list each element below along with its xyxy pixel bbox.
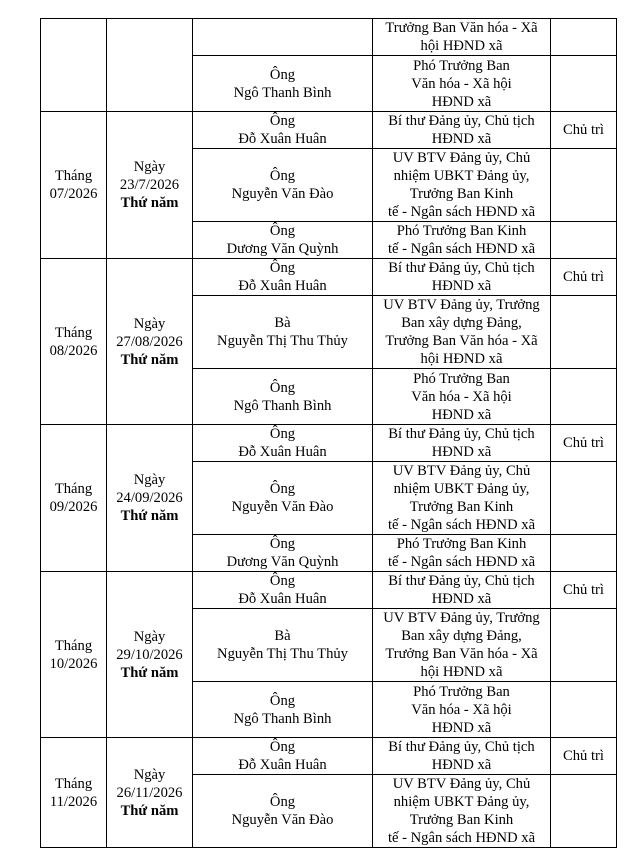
text-line: Nguyễn Thị Thu Thủy xyxy=(217,333,348,349)
role-cell xyxy=(551,462,617,535)
text-line: UV BTV Đảng ủy, Trưởng xyxy=(383,297,540,313)
weekday-label: Thứ năm xyxy=(120,802,179,819)
text-line: Ngày xyxy=(133,766,166,783)
role-cell xyxy=(551,682,617,738)
role-cell xyxy=(551,19,617,56)
text-line: Phó Trưởng Ban Kinh xyxy=(396,223,527,239)
attendee-name-cell xyxy=(193,535,373,572)
text-line: UV BTV Đảng ủy, Chủ xyxy=(392,150,531,166)
text-line: Ông xyxy=(269,223,296,239)
text-line: Dương Văn Quỳnh xyxy=(226,241,339,257)
role-label: Chủ trì xyxy=(563,435,604,451)
text-line: Văn hóa - Xã hội xyxy=(411,75,512,92)
text-line: 23/7/2026 xyxy=(119,177,180,193)
text-line: 27/08/2026 xyxy=(116,333,183,350)
text-line: Bí thư Đảng ủy, Chủ tịch xyxy=(388,426,535,442)
attendee-name-cell xyxy=(193,149,373,222)
position-cell xyxy=(373,369,551,425)
attendee-name-cell xyxy=(193,572,373,609)
text-line: Ngày xyxy=(133,315,166,332)
text-line: Trưởng Ban Văn hóa - Xã xyxy=(385,646,538,662)
text-line: Tháng xyxy=(54,324,93,341)
weekday-label: Thứ năm xyxy=(120,508,179,524)
text-line: Ông xyxy=(269,379,296,396)
attendee-name-cell xyxy=(193,775,373,848)
position-cell xyxy=(373,609,551,682)
position-cell xyxy=(373,425,551,462)
month-cell xyxy=(41,19,107,112)
text-line: Ông xyxy=(269,426,296,442)
date-cell xyxy=(107,19,193,112)
text-line: Trưởng Ban Văn hóa - Xã xyxy=(385,20,538,36)
text-line: Tháng xyxy=(54,168,93,184)
attendee-name-cell xyxy=(193,369,373,425)
text-line: Trưởng Ban Kinh xyxy=(409,186,514,202)
text-line: nhiệm UBKT Đảng ủy, xyxy=(393,168,530,184)
attendee-name-cell xyxy=(193,296,373,369)
text-line: hội HĐND xã xyxy=(420,664,503,680)
text-line: HĐND xã xyxy=(431,444,492,460)
text-line: HĐND xã xyxy=(431,406,492,423)
text-line: Bí thư Đảng ủy, Chủ tịch xyxy=(388,739,535,755)
position-cell xyxy=(373,56,551,112)
position-cell xyxy=(373,462,551,535)
attendee-name-cell xyxy=(193,19,373,56)
text-line: Bí thư Đảng ủy, Chủ tịch xyxy=(388,113,535,129)
role-label: Chủ trì xyxy=(563,269,604,285)
text-line: tế - Ngân sách HĐND xã xyxy=(387,204,536,220)
text-line: Ông xyxy=(269,66,296,83)
role-cell xyxy=(551,149,617,222)
text-line: Phó Trưởng Ban Kinh xyxy=(396,536,527,552)
text-line: UV BTV Đảng ủy, Trưởng xyxy=(383,610,540,626)
weekday-label: Thứ năm xyxy=(120,664,179,681)
role-cell xyxy=(551,112,617,149)
text-line: Bí thư Đảng ủy, Chủ tịch xyxy=(388,260,535,276)
text-line: Ông xyxy=(269,739,296,755)
role-cell xyxy=(551,738,617,775)
text-line: tế - Ngân sách HĐND xã xyxy=(387,517,536,533)
text-line: Bà xyxy=(274,315,291,331)
text-line: Nguyễn Văn Đào xyxy=(231,499,334,515)
position-cell xyxy=(373,296,551,369)
weekday-label: Thứ năm xyxy=(120,351,179,368)
text-line: Ngày xyxy=(133,472,166,488)
role-label: Chủ trì xyxy=(563,748,604,764)
role-cell xyxy=(551,425,617,462)
text-line: Phó Trưởng Ban xyxy=(413,683,510,700)
table-row xyxy=(41,425,617,462)
text-line: HĐND xã xyxy=(431,131,492,147)
role-cell xyxy=(551,535,617,572)
role-label: Chủ trì xyxy=(563,122,604,138)
text-line: Bà xyxy=(274,628,291,644)
text-line: Ban xây dựng Đảng, xyxy=(401,315,522,331)
month-cell xyxy=(41,738,107,848)
table-row xyxy=(41,572,617,609)
position-cell xyxy=(373,19,551,56)
text-line: Ngày xyxy=(133,159,166,175)
text-line: Trưởng Ban Văn hóa - Xã xyxy=(385,333,538,349)
text-line: Ban xây dựng Đảng, xyxy=(401,628,522,644)
month-cell xyxy=(41,425,107,572)
month-cell xyxy=(41,572,107,738)
text-line: Ông xyxy=(269,692,296,709)
text-line: nhiệm UBKT Đảng ủy, xyxy=(393,481,530,497)
text-line: Ông xyxy=(269,260,296,276)
text-line: hội HĐND xã xyxy=(420,38,503,54)
month-cell xyxy=(41,112,107,259)
role-cell xyxy=(551,296,617,369)
text-line: 26/11/2026 xyxy=(116,784,183,801)
text-line: Văn hóa - Xã hội xyxy=(411,388,512,405)
text-line: 29/10/2026 xyxy=(116,646,183,663)
text-line: Đỗ Xuân Huân xyxy=(238,444,327,460)
text-line: Đỗ Xuân Huân xyxy=(238,591,327,607)
text-line: Ông xyxy=(269,573,296,589)
text-line: Nguyễn Văn Đào xyxy=(231,186,334,202)
text-line: Ngô Thanh Bình xyxy=(233,397,332,414)
attendee-name-cell xyxy=(193,259,373,296)
role-cell xyxy=(551,56,617,112)
text-line: Ông xyxy=(269,113,296,129)
position-cell xyxy=(373,572,551,609)
text-line: HĐND xã xyxy=(431,93,492,110)
position-cell xyxy=(373,112,551,149)
text-line: Ngày xyxy=(133,628,166,645)
attendee-name-cell xyxy=(193,56,373,112)
date-cell xyxy=(107,572,193,738)
text-line: Ngô Thanh Bình xyxy=(233,710,332,727)
text-line: 10/2026 xyxy=(49,655,98,672)
date-cell xyxy=(107,425,193,572)
text-line: nhiệm UBKT Đảng ủy, xyxy=(393,794,530,810)
attendee-name-cell xyxy=(193,462,373,535)
month-cell xyxy=(41,259,107,425)
position-cell xyxy=(373,775,551,848)
attendee-name-cell xyxy=(193,609,373,682)
text-line: 08/2026 xyxy=(49,342,98,359)
date-cell xyxy=(107,738,193,848)
text-line: Nguyễn Thị Thu Thủy xyxy=(217,646,348,662)
attendee-name-cell xyxy=(193,222,373,259)
text-line: Đỗ Xuân Huân xyxy=(238,278,327,294)
role-label: Chủ trì xyxy=(563,582,604,598)
role-cell xyxy=(551,572,617,609)
attendee-name-cell xyxy=(193,425,373,462)
position-cell xyxy=(373,682,551,738)
text-line: Ông xyxy=(269,481,296,497)
text-line: HĐND xã xyxy=(431,757,492,773)
text-line: HĐND xã xyxy=(431,719,492,736)
text-line: Bí thư Đảng ủy, Chủ tịch xyxy=(388,573,535,589)
table-row xyxy=(41,19,617,56)
text-line: 11/2026 xyxy=(49,793,98,810)
text-line: Văn hóa - Xã hội xyxy=(411,701,512,718)
date-cell xyxy=(107,112,193,259)
table-row xyxy=(41,259,617,296)
table-row xyxy=(41,112,617,149)
text-line: 09/2026 xyxy=(49,499,98,515)
role-cell xyxy=(551,259,617,296)
text-line: Phó Trưởng Ban xyxy=(413,370,510,387)
text-line: Ông xyxy=(269,794,296,810)
text-line: Tháng xyxy=(54,775,93,792)
text-line: Tháng xyxy=(54,637,93,654)
text-line: Đỗ Xuân Huân xyxy=(238,757,327,773)
text-line: HĐND xã xyxy=(431,278,492,294)
text-line: Phó Trưởng Ban xyxy=(413,57,510,74)
text-line: HĐND xã xyxy=(431,591,492,607)
attendee-name-cell xyxy=(193,112,373,149)
text-line: Trưởng Ban Kinh xyxy=(409,812,514,828)
attendee-name-cell xyxy=(193,682,373,738)
role-cell xyxy=(551,222,617,259)
text-line: Dương Văn Quỳnh xyxy=(226,554,339,570)
position-cell xyxy=(373,149,551,222)
text-line: tế - Ngân sách HĐND xã xyxy=(387,241,536,257)
text-line: Ông xyxy=(269,168,296,184)
date-cell xyxy=(107,259,193,425)
text-line: tế - Ngân sách HĐND xã xyxy=(387,554,536,570)
schedule-body xyxy=(41,19,617,848)
role-cell xyxy=(551,775,617,848)
role-cell xyxy=(551,609,617,682)
text-line: Trưởng Ban Kinh xyxy=(409,499,514,515)
position-cell xyxy=(373,535,551,572)
weekday-label: Thứ năm xyxy=(120,195,179,211)
text-line: 24/09/2026 xyxy=(116,490,183,506)
attendee-name-cell xyxy=(193,738,373,775)
position-cell xyxy=(373,222,551,259)
text-line: UV BTV Đảng ủy, Chủ xyxy=(392,463,531,479)
text-line: Ngô Thanh Bình xyxy=(233,84,332,101)
text-line: hội HĐND xã xyxy=(420,351,503,367)
text-line: UV BTV Đảng ủy, Chủ xyxy=(392,776,531,792)
text-line: Tháng xyxy=(54,481,93,497)
schedule-table xyxy=(40,18,617,848)
table-row xyxy=(41,738,617,775)
text-line: 07/2026 xyxy=(49,186,98,202)
role-cell xyxy=(551,369,617,425)
position-cell xyxy=(373,259,551,296)
text-line: Ông xyxy=(269,536,296,552)
position-cell xyxy=(373,738,551,775)
text-line: Nguyễn Văn Đào xyxy=(231,812,334,828)
text-line: Đỗ Xuân Huân xyxy=(238,131,327,147)
text-line: tế - Ngân sách HĐND xã xyxy=(387,830,536,846)
